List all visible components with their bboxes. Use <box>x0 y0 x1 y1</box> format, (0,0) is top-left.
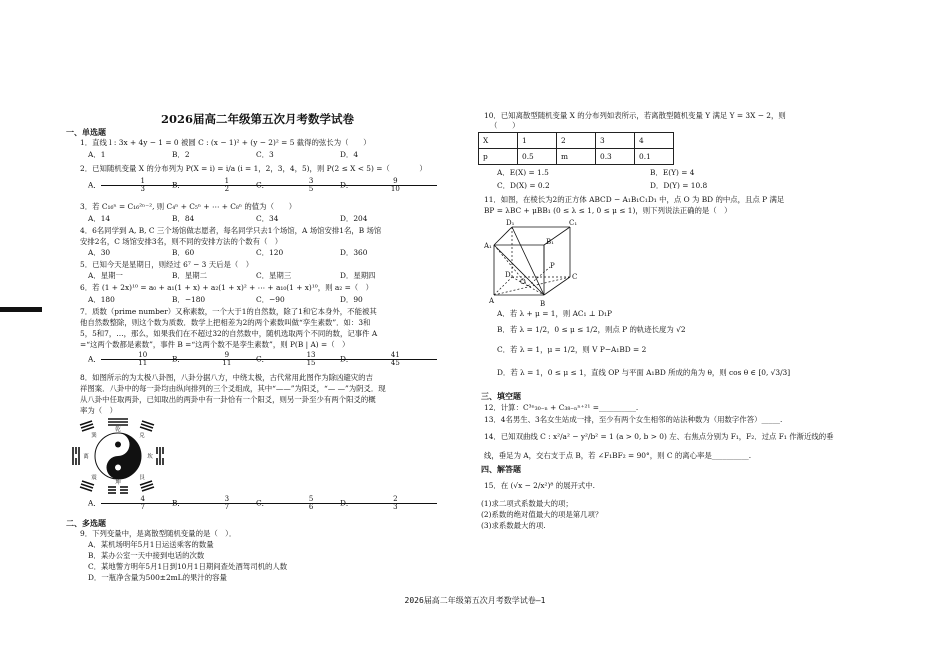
vertex-label-c1: C₁ <box>569 219 578 227</box>
q15-part-1: (1)求二项式系数最大的项； <box>481 499 573 508</box>
q2-option-a[interactable]: A． $\frac{1}{3}$ <box>88 178 172 193</box>
table-cell: 0.3 <box>596 149 635 165</box>
question-7-line-4: =“这两个数都是素数”，事件 B =“这两个数不是孪生素数”，则 P(B | A) =（ ） <box>80 340 350 349</box>
table-row <box>479 133 674 149</box>
question-8-line-2: 祥图案．八卦中的每一卦均由纵向排列的三个爻组成，其中“——”为阳爻，“— —”为阴爻．现 <box>80 384 386 393</box>
question-11-line-1: 11．如图，在棱长为2的正方体 ABCD − A₁B₁C₁D₁ 中，点 O 为 BD 的中点，且点 P 满足 <box>484 195 785 204</box>
vertex-label-c: C <box>572 273 578 281</box>
q15-part-3: (3)求系数最大的项. <box>481 521 546 530</box>
question-15: 15．在 (√x − 2/x²)⁸ 的展开式中. <box>484 481 596 490</box>
q8-options <box>88 496 424 511</box>
q5-option-a[interactable]: A．星期一 <box>88 271 123 280</box>
question-5: 5．已知今天是星期日，则经过 6⁷ − 3 天后是（ ） <box>80 260 254 269</box>
q6-option-c[interactable]: C．−90 <box>256 295 285 304</box>
page-footer: 2026届高二年级第五次月考数学试卷—1 <box>404 596 546 605</box>
question-6: 6．若 (1 + 2x)¹⁰ = a₀ + a₁(1 + x) + a₂(1 + x)² + ⋯ + a₁₀(1 + x)¹⁰，则 a₂ =（ ） <box>80 283 373 292</box>
q8-option-d[interactable]: D． $\frac{2}{3}$ <box>340 496 424 511</box>
q5-option-d[interactable]: D．星期四 <box>340 271 376 280</box>
q3-option-c[interactable]: C．34 <box>256 214 279 223</box>
q10-option-c[interactable]: C．D(X) = 0.2 <box>497 181 550 190</box>
table-cell: X <box>479 133 518 149</box>
question-8-line-4: 率为（ ） <box>80 406 117 415</box>
q5-option-c[interactable]: C．星期三 <box>256 271 292 280</box>
trigram-label-kan: 坎 <box>147 454 153 460</box>
q5-options <box>88 271 424 280</box>
point-label-p: P <box>550 262 555 270</box>
q11-option-a[interactable]: A．若 λ + μ = 1，则 AC₁ ⊥ D₁P <box>497 309 613 318</box>
q1-options <box>88 150 424 159</box>
q7-option-a[interactable]: A． $\frac{10}{11}$ <box>88 352 172 367</box>
q3-options <box>88 214 424 223</box>
question-1: 1．直线 l : 3x + 4y − 1 = 0 被圆 C : (x − 1)² + (y − 2)² = 5 截得的弦长为（ ） <box>80 138 371 147</box>
question-3: 3．若 C₁₆ⁿ = C₁₆²ⁿ⁻², 则 C₄ⁿ + C₅ⁿ + ⋯ + C₈ⁿ 的值为（ ） <box>80 202 297 211</box>
table-cell: 4 <box>635 133 674 149</box>
distribution-table <box>478 132 674 165</box>
q12-answer-blank[interactable]: __________. <box>598 403 639 412</box>
q11-option-d[interactable]: D．若 λ = 1，0 ≤ μ ≤ 1，直线 OP 与平面 A₁BD 所成的角为 θ，则 cos θ ∈ [0, √3/3] <box>497 368 791 377</box>
q14-answer-blank[interactable]: __________. <box>711 451 752 460</box>
question-10-paren: （ ） <box>490 121 520 130</box>
q4-option-b[interactable]: B．60 <box>172 248 195 257</box>
table-cell: 1 <box>518 133 557 149</box>
q10-option-d[interactable]: D．D(Y) = 10.8 <box>650 181 708 190</box>
section-solve: 四、解答题 <box>481 464 521 474</box>
question-9: 9．下列变量中，是离散型随机变量的是（ ）． <box>80 529 237 538</box>
trigram-label-xun: 巽 <box>91 433 97 439</box>
q7-options <box>88 352 424 367</box>
q4-option-c[interactable]: C．120 <box>256 248 284 257</box>
trigram-label-zhen: 震 <box>91 475 97 481</box>
margin-mark <box>0 307 42 312</box>
q6-option-b[interactable]: B．−180 <box>172 295 206 304</box>
question-8-line-1: 8．如图所示的为太极八卦图，八卦分据八方，中绕太极，古代常用此图作为除凶避灾的吉 <box>80 373 373 382</box>
trigram-label-li: 离 <box>83 454 89 460</box>
q7-option-b[interactable]: B． $\frac{9}{11}$ <box>172 352 256 367</box>
section-single-choice: 一、单选题 <box>66 127 106 137</box>
table-cell: 0.1 <box>635 149 674 165</box>
trigram-label-qian: 乾 <box>115 427 121 433</box>
table-cell: p <box>479 149 518 165</box>
q11-option-c[interactable]: C．若 λ = 1，μ = 1/2，则 V P−A₁BD = 2 <box>497 345 647 354</box>
q7-option-c[interactable]: C． $\frac{13}{15}$ <box>256 352 340 367</box>
q10-option-b[interactable]: B．E(Y) = 4 <box>650 168 695 177</box>
question-10: 10．已知离散型随机变量 X 的分布列如表所示，若离散型随机变量 Y 满足 Y = 3X − 2，则 <box>484 111 786 120</box>
question-13: 13．4名男生、3名女生站成一排，至少有两个女生相邻的站法种数为（用数字作答）_____. <box>484 415 783 424</box>
q3-option-a[interactable]: A．14 <box>88 214 111 223</box>
q6-option-a[interactable]: A．180 <box>88 295 115 304</box>
table-row <box>479 149 674 165</box>
vertex-label-b: B <box>540 300 546 308</box>
q7-option-d[interactable]: D． $\frac{41}{45}$ <box>340 352 424 367</box>
taiji-bagua-figure <box>70 415 166 497</box>
q4-options <box>88 248 424 257</box>
question-12: 12．计算：C³ⁿ₃₀₋ₙ + C₃₈₋ₙⁿ⁺²¹ =__________. <box>484 403 639 412</box>
vertex-label-b1: B₁ <box>546 238 554 246</box>
question-11-line-2: BP = λBC + μBB₁ (0 ≤ λ ≤ 1, 0 ≤ μ ≤ 1)，则下列说法正确的是（ ） <box>484 206 732 215</box>
q9-option-b[interactable]: B．某办公室一天中接到电话的次数 <box>88 551 205 560</box>
question-4-line-1: 4．6名同学到 A, B, C 三个场馆做志愿者，每名同学只去1个场馆，A 场馆安排1名，B 场馆 <box>80 226 382 235</box>
q8-option-a[interactable]: A． $\frac{4}{7}$ <box>88 496 172 511</box>
question-8-line-3: 从八卦中任取两卦，已知取出的两卦中有一卦恰有一个阳爻，则另一卦至少有两个阳爻的概 <box>80 395 376 404</box>
q4-option-d[interactable]: D．360 <box>340 248 368 257</box>
q2-option-b[interactable]: B． $\frac{1}{2}$ <box>172 178 256 193</box>
question-4-line-2: 安排2名，C 场馆安排3名，则不同的安排方法的个数有（ ） <box>80 237 283 246</box>
q5-option-b[interactable]: B．星期二 <box>172 271 207 280</box>
question-7-line-1: 7．质数（prime number）又称素数，一个大于1的自然数，除了1和它本身外，不能被其 <box>80 307 377 316</box>
table-cell: m <box>557 149 596 165</box>
q15-part-2: (2)系数的绝对值最大的项是第几项？ <box>481 510 603 519</box>
question-7-line-3: 5，5和7，…，那么，如果我们在不超过32的自然数中，随机选取两个不同的数，记事件 A <box>80 329 378 338</box>
q1-option-a[interactable]: A．1 <box>88 150 106 159</box>
q9-option-d[interactable]: D．一瓶净含量为500±2mL的果汁的容量 <box>88 573 227 582</box>
vertex-label-a: A <box>489 297 495 305</box>
question-14-line-1: 14．已知双曲线 C : x²/a² − y²/b² = 1 (a > 0, b > 0) 左、右焦点分别为 F₁，F₂．过点 F₁ 作渐近线的垂 <box>484 432 834 441</box>
q13-answer-blank[interactable]: _____. <box>761 415 783 424</box>
q2-option-d[interactable]: D． $\frac{9}{10}$ <box>340 178 424 193</box>
q8-option-c[interactable]: C． $\frac{5}{6}$ <box>256 496 340 511</box>
q2-option-c[interactable]: C． $\frac{3}{5}$ <box>256 178 340 193</box>
q6-option-d[interactable]: D．90 <box>340 295 363 304</box>
question-2: 2．已知随机变量 X 的分布列为 P(X = i) = i/a (i = 1，2，3，4，5)，则 P(2 ≤ X < 5) =（ ） <box>80 164 427 173</box>
q1-option-d[interactable]: D．4 <box>340 150 359 159</box>
question-14-line-2: 线，垂足为 A，交右支于点 B，若 ∠F₁BF₂ = 90°，则 C 的离心率是__________. <box>484 451 752 460</box>
table-cell: 3 <box>596 133 635 149</box>
section-fill-in: 三、填空题 <box>481 391 521 401</box>
vertex-label-d: D <box>505 271 511 279</box>
q1-option-b[interactable]: B．2 <box>172 150 190 159</box>
trigram-label-gen: 艮 <box>139 475 145 481</box>
vertex-label-a1: A₁ <box>484 242 492 250</box>
point-label-o: O <box>520 278 526 286</box>
q2-options <box>88 178 424 193</box>
table-cell: 0.5 <box>518 149 557 165</box>
cube-figure <box>484 217 586 309</box>
vertex-label-d1: D₁ <box>506 219 515 227</box>
trigram-label-kun: 坤 <box>115 480 121 486</box>
question-7-line-2: 他自然数整除，则这个数为质数．数学上把相差为2的两个素数叫做“孪生素数”．如：3和 <box>80 318 371 327</box>
table-cell: 2 <box>557 133 596 149</box>
section-multiple-choice: 二、多选题 <box>66 518 106 528</box>
q8-option-b[interactable]: B． $\frac{3}{7}$ <box>172 496 256 511</box>
q3-option-d[interactable]: D．204 <box>340 214 368 223</box>
q6-options <box>88 295 424 304</box>
trigram-label-dui: 兑 <box>139 433 145 439</box>
q4-option-a[interactable]: A．30 <box>88 248 111 257</box>
q9-option-a[interactable]: A．某机场明年5月1日运送乘客的数量 <box>88 540 214 549</box>
exam-title: 2026届高二年级第五次月考数学试卷 <box>160 112 354 126</box>
q9-option-c[interactable]: C．某地警方明年5月1日到10月1日期间查处酒驾司机的人数 <box>88 562 288 571</box>
q11-option-b[interactable]: B．若 λ = 1/2，0 ≤ μ ≤ 1/2，则点 P 的轨迹长度为 √2 <box>497 325 686 334</box>
q10-option-a[interactable]: A．E(X) = 1.5 <box>497 168 549 177</box>
q3-option-b[interactable]: B．84 <box>172 214 195 223</box>
q1-option-c[interactable]: C．3 <box>256 150 274 159</box>
